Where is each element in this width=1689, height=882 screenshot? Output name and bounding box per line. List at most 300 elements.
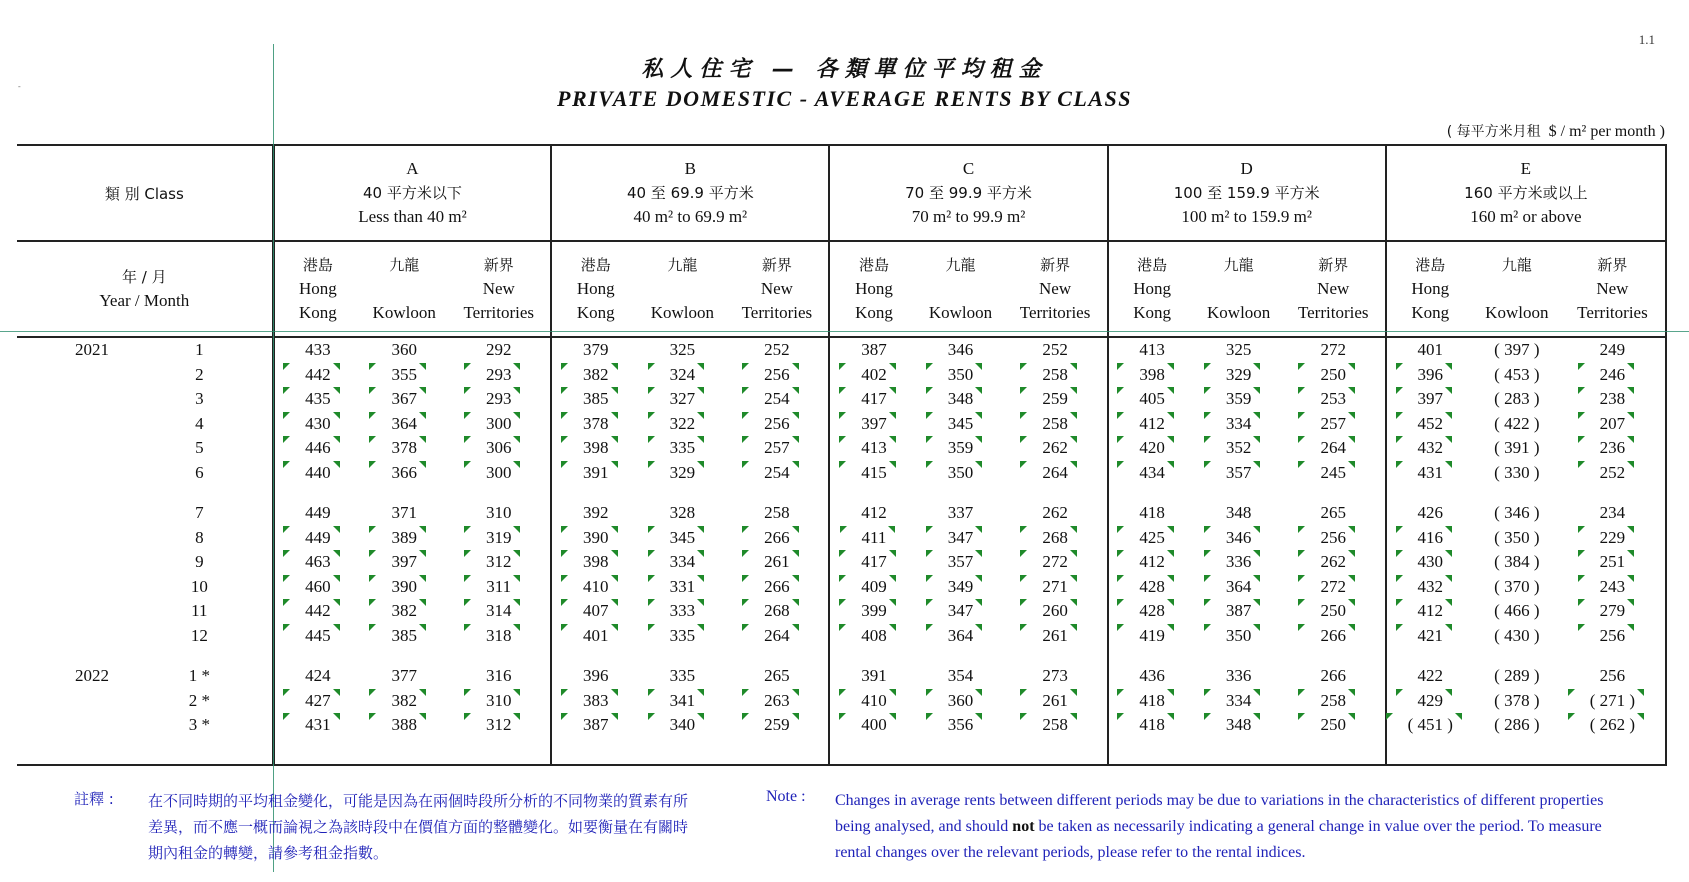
rent-value: 348 — [1226, 713, 1252, 738]
rent-cell — [447, 550, 551, 575]
district-en-line2: Territories — [1019, 303, 1091, 322]
class-e-zh: 160 平方米或以上 — [1464, 184, 1588, 202]
rent-cell — [361, 664, 447, 689]
rent-cell — [1474, 436, 1560, 461]
rent-value: 360 — [948, 689, 974, 714]
rent-cell — [1474, 526, 1560, 551]
year-cell — [17, 501, 127, 526]
rent-cell — [917, 363, 1003, 388]
rent-cell — [273, 624, 361, 649]
title-chinese: 私人住宅 — 各類單位平均租金 — [641, 57, 1048, 82]
rent-value: 336 — [1225, 666, 1252, 685]
rent-value: ( 391 ) — [1494, 438, 1540, 457]
rent-cell — [639, 363, 725, 388]
rent-value: 328 — [669, 503, 696, 522]
rent-cell — [447, 713, 551, 738]
rent-value: 422 — [1417, 666, 1444, 685]
rent-value: 245 — [1320, 461, 1346, 486]
district-zh: 九龍 — [667, 256, 698, 274]
rent-value: 387 — [861, 340, 887, 359]
rent-cell — [1108, 526, 1196, 551]
rent-cell — [725, 713, 829, 738]
district-header — [1196, 241, 1282, 337]
rent-cell — [361, 337, 447, 363]
class-a-en: Less than 40 m² — [358, 207, 467, 226]
rent-cell — [725, 461, 829, 486]
rent-value: 346 — [1226, 526, 1252, 551]
rent-value: ( 350 ) — [1494, 527, 1540, 547]
rent-value: 265 — [1320, 503, 1346, 522]
rent-value: ( 422 ) — [1494, 413, 1540, 433]
rent-cell — [447, 363, 551, 388]
rent-cell — [551, 689, 639, 714]
rent-value: 410 — [861, 689, 887, 714]
month-cell: 10 — [127, 575, 273, 600]
rent-value: 348 — [948, 387, 974, 412]
rent-value: 271 — [1042, 575, 1068, 600]
district-header — [1560, 241, 1666, 337]
rent-cell — [1108, 713, 1196, 738]
rent-value: 421 — [1418, 624, 1444, 649]
district-en-line2: Kong — [299, 303, 337, 322]
rent-value: 250 — [1320, 363, 1346, 388]
rent-value: 436 — [1139, 666, 1165, 685]
rent-value: 396 — [1418, 363, 1444, 388]
rent-value: 430 — [305, 412, 331, 437]
class-label: 類 別 Class — [104, 184, 184, 203]
district-en-line1: New — [1596, 279, 1629, 298]
rent-cell — [1560, 689, 1666, 714]
rent-cell — [725, 575, 829, 600]
rent-value: 427 — [305, 689, 331, 714]
rent-cell — [1108, 412, 1196, 437]
rent-value: 392 — [583, 503, 609, 522]
district-en-line2: Kowloon — [372, 303, 436, 322]
district-en-line2: Kong — [1411, 303, 1450, 322]
rent-cell — [917, 713, 1003, 738]
table-row — [17, 624, 1666, 649]
year-cell — [17, 624, 127, 649]
rent-cell — [639, 575, 725, 600]
rent-value: 391 — [861, 666, 887, 685]
rent-value: 327 — [670, 387, 696, 412]
class-b-zh: 40 至 69.9 平方米 — [626, 184, 754, 202]
district-en-line2: Kowloon — [650, 303, 714, 322]
rent-value: 398 — [583, 436, 609, 461]
year-cell — [17, 387, 127, 412]
rent-cell — [551, 412, 639, 437]
rent-cell — [1560, 550, 1666, 575]
class-d-en: 100 m² to 159.9 m² — [1181, 207, 1312, 226]
rent-value: 352 — [1226, 436, 1252, 461]
rent-cell — [1474, 461, 1560, 486]
table-row — [17, 337, 1666, 363]
district-en-line1: New — [1317, 279, 1350, 298]
rent-cell — [1004, 461, 1108, 486]
rent-value: 413 — [861, 436, 887, 461]
rent-cell — [1108, 550, 1196, 575]
district-header — [725, 241, 829, 337]
rent-value: 408 — [861, 624, 887, 649]
rent-value: 306 — [486, 436, 512, 461]
rent-value: 251 — [1600, 550, 1626, 575]
rent-cell — [1474, 599, 1560, 624]
rent-cell — [1196, 599, 1282, 624]
district-zh: 港島 — [1137, 256, 1168, 274]
rent-cell — [1108, 599, 1196, 624]
rent-value: 347 — [948, 599, 974, 624]
rent-cell — [1474, 575, 1560, 600]
table-row — [17, 526, 1666, 551]
rent-value: 399 — [861, 599, 887, 624]
rent-value: 432 — [1418, 436, 1444, 461]
rent-value: 250 — [1320, 599, 1346, 624]
rent-cell — [1386, 412, 1474, 437]
district-zh: 港島 — [580, 256, 611, 274]
rent-cell — [829, 689, 917, 714]
month-cell: 2 * — [127, 689, 273, 714]
rent-cell — [917, 689, 1003, 714]
rent-value: 357 — [948, 550, 974, 575]
year-cell — [17, 412, 127, 437]
rent-cell — [639, 337, 725, 363]
class-d-header — [1108, 145, 1386, 241]
rent-cell — [1282, 436, 1386, 461]
rent-cell — [1004, 624, 1108, 649]
rent-cell — [361, 436, 447, 461]
district-en-line1: Hong — [576, 279, 615, 298]
table-row — [17, 412, 1666, 437]
rent-cell — [917, 501, 1003, 526]
district-header — [829, 241, 917, 337]
note-en-text — [835, 788, 1635, 866]
year-month-header — [17, 241, 273, 337]
rent-cell — [725, 337, 829, 363]
month-cell: 1 * — [127, 664, 273, 689]
district-zh: 新界 — [483, 256, 514, 274]
rent-value: ( 346 ) — [1494, 503, 1540, 522]
rent-cell — [1474, 624, 1560, 649]
rent-value: 318 — [486, 624, 512, 649]
rent-value: 350 — [948, 363, 974, 388]
rent-value: 252 — [764, 340, 790, 359]
rent-value: 256 — [1600, 624, 1626, 649]
rent-cell — [1282, 461, 1386, 486]
rent-cell — [1196, 337, 1282, 363]
rent-value: 463 — [305, 550, 331, 575]
rent-cell — [1386, 436, 1474, 461]
rent-cell — [1474, 337, 1560, 363]
rent-cell — [1474, 689, 1560, 714]
rent-value: 236 — [1600, 436, 1626, 461]
rent-value: 322 — [670, 412, 696, 437]
district-header — [273, 241, 361, 337]
rent-cell — [361, 599, 447, 624]
rent-value: 252 — [1600, 461, 1626, 486]
rent-cell — [447, 436, 551, 461]
rent-value: ( 289 ) — [1494, 666, 1540, 685]
rent-cell — [639, 624, 725, 649]
rent-cell — [1108, 664, 1196, 689]
district-en-line2: Kong — [855, 303, 893, 322]
rent-cell — [725, 550, 829, 575]
rent-cell — [1386, 501, 1474, 526]
rent-value: 262 — [1042, 503, 1068, 522]
rent-value: 262 — [1042, 436, 1068, 461]
rent-value: 442 — [305, 599, 331, 624]
rent-cell — [639, 599, 725, 624]
rent-cell — [1196, 550, 1282, 575]
rent-cell — [551, 550, 639, 575]
district-en-line1: New — [1039, 279, 1072, 298]
note-en-part2: be taken as necessarily indicating a general change in value over the period. To measure rental changes over the relevant periods, please refer to the rental indices. — [835, 818, 1602, 861]
class-d-letter: D — [1240, 159, 1253, 178]
unit-prefix: ( 每平方米月租 — [1446, 124, 1541, 140]
rent-cell — [273, 501, 361, 526]
district-zh: 新界 — [761, 256, 792, 274]
rent-value: 377 — [391, 666, 417, 685]
rent-cell — [1108, 689, 1196, 714]
rent-cell — [447, 575, 551, 600]
class-c-header — [829, 145, 1107, 241]
rent-value: 292 — [485, 340, 512, 359]
rent-cell — [1474, 550, 1560, 575]
rent-cell — [639, 713, 725, 738]
rent-value: 428 — [1139, 575, 1165, 600]
guide-line-vertical — [273, 44, 274, 872]
rent-cell — [1386, 664, 1474, 689]
month-cell: 4 — [127, 412, 273, 437]
rent-value: 234 — [1599, 503, 1626, 522]
district-header — [1474, 241, 1560, 337]
rent-value: 260 — [1042, 599, 1068, 624]
rent-cell — [361, 363, 447, 388]
rent-cell — [1196, 461, 1282, 486]
rent-cell — [447, 599, 551, 624]
rent-value: 418 — [1139, 503, 1165, 522]
rent-value: 379 — [583, 340, 609, 359]
rent-cell — [1386, 363, 1474, 388]
rent-value: 249 — [1599, 340, 1626, 359]
rent-value: 429 — [1418, 689, 1444, 714]
rent-cell — [1560, 412, 1666, 437]
rent-cell — [725, 624, 829, 649]
spacer-row — [17, 738, 1666, 765]
district-zh: 新界 — [1318, 256, 1349, 274]
rent-cell — [829, 412, 917, 437]
rent-value: 256 — [1320, 526, 1346, 551]
rent-cell — [1196, 387, 1282, 412]
class-e-letter: E — [1520, 159, 1532, 178]
rent-value: 378 — [391, 436, 417, 461]
rent-value: 335 — [670, 436, 696, 461]
note-en-label: Note : — [766, 788, 806, 805]
rent-cell — [917, 624, 1003, 649]
rent-value: 407 — [583, 599, 609, 624]
rent-cell — [1196, 363, 1282, 388]
note-zh-label: 註釋 : — [74, 790, 114, 808]
rent-cell — [1196, 501, 1282, 526]
district-header — [551, 241, 639, 337]
month-cell: 12 — [127, 624, 273, 649]
rent-value: 349 — [948, 575, 974, 600]
district-header — [447, 241, 551, 337]
month-cell: 11 — [127, 599, 273, 624]
rent-cell — [447, 624, 551, 649]
class-e-header — [1386, 145, 1666, 241]
rent-value: 259 — [1042, 387, 1068, 412]
rent-cell — [1196, 436, 1282, 461]
rent-cell — [1004, 575, 1108, 600]
rent-value: 325 — [1225, 340, 1252, 359]
rent-value: 397 — [861, 412, 887, 437]
rent-cell — [273, 575, 361, 600]
rent-cell — [725, 599, 829, 624]
rent-value: 445 — [305, 624, 331, 649]
rent-cell — [1560, 624, 1666, 649]
rent-value: 449 — [305, 526, 331, 551]
rent-value: 272 — [1320, 575, 1346, 600]
rent-value: 264 — [1320, 436, 1346, 461]
rent-cell — [1004, 412, 1108, 437]
rent-cell — [1386, 575, 1474, 600]
rent-cell — [917, 412, 1003, 437]
rent-value: 446 — [305, 436, 331, 461]
rent-value: 272 — [1320, 340, 1346, 359]
rent-value: 415 — [861, 461, 887, 486]
rent-cell — [1004, 363, 1108, 388]
rent-cell — [1386, 689, 1474, 714]
rent-value: 402 — [861, 363, 887, 388]
rent-cell — [1108, 624, 1196, 649]
rent-value: 385 — [583, 387, 609, 412]
rent-value: 312 — [486, 713, 512, 738]
rent-cell — [829, 436, 917, 461]
district-en-line1 — [1474, 277, 1560, 301]
district-en-line1: Hong — [299, 279, 337, 298]
year-month-en: Year / Month — [99, 291, 190, 310]
rent-cell — [361, 689, 447, 714]
rent-cell — [1474, 664, 1560, 689]
rent-cell — [1004, 689, 1108, 714]
district-en-line2: Kowloon — [928, 303, 993, 322]
district-en-line2: Territories — [1297, 303, 1369, 322]
rent-value: 334 — [1226, 412, 1252, 437]
rent-cell — [273, 526, 361, 551]
rent-cell — [1108, 575, 1196, 600]
rent-cell — [447, 526, 551, 551]
table-row — [17, 713, 1666, 738]
rent-cell — [639, 689, 725, 714]
rent-cell — [361, 387, 447, 412]
rent-value: 333 — [670, 599, 696, 624]
rent-cell — [1196, 689, 1282, 714]
rent-value: 310 — [485, 503, 512, 522]
district-header — [917, 241, 1003, 337]
rent-cell — [829, 664, 917, 689]
rent-value: 356 — [948, 713, 974, 738]
rent-value: 266 — [764, 526, 790, 551]
rent-cell — [829, 501, 917, 526]
table-row — [17, 599, 1666, 624]
rent-cell — [1474, 501, 1560, 526]
rent-cell — [829, 713, 917, 738]
rent-cell — [1108, 387, 1196, 412]
district-en-line1: Hong — [1133, 279, 1172, 298]
rent-value: 398 — [583, 550, 609, 575]
rent-cell — [273, 713, 361, 738]
rent-cell — [361, 412, 447, 437]
rent-value: 440 — [305, 461, 331, 486]
rent-cell — [639, 501, 725, 526]
rent-cell — [551, 599, 639, 624]
rent-cell — [917, 526, 1003, 551]
rent-cell — [829, 387, 917, 412]
rent-value: 273 — [1042, 666, 1068, 685]
class-b-letter: B — [684, 159, 697, 178]
month-cell: 6 — [127, 461, 273, 486]
rent-value: 246 — [1600, 363, 1626, 388]
rent-value: 431 — [1418, 461, 1444, 486]
rent-cell — [361, 501, 447, 526]
title-english: PRIVATE DOMESTIC - AVERAGE RENTS BY CLASS — [557, 86, 1132, 111]
district-en-line2: Kong — [576, 303, 615, 322]
rent-cell — [917, 664, 1003, 689]
rent-value: 383 — [583, 689, 609, 714]
rent-cell — [551, 436, 639, 461]
rent-cell — [273, 550, 361, 575]
rent-cell — [725, 501, 829, 526]
rent-cell — [1386, 387, 1474, 412]
rent-cell — [361, 575, 447, 600]
rent-cell — [361, 713, 447, 738]
rent-cell — [1282, 501, 1386, 526]
rent-cell — [551, 363, 639, 388]
rent-value: 382 — [391, 689, 417, 714]
rent-cell — [551, 526, 639, 551]
class-d-zh: 100 至 159.9 平方米 — [1173, 184, 1320, 202]
rent-cell — [1004, 337, 1108, 363]
rent-value: 340 — [670, 713, 696, 738]
class-b-header — [551, 145, 829, 241]
rent-cell — [917, 337, 1003, 363]
rent-value: 258 — [764, 503, 790, 522]
year-month-zh: 年 / 月 — [122, 268, 167, 286]
table-row — [17, 501, 1666, 526]
rent-cell — [639, 387, 725, 412]
rent-cell — [1282, 337, 1386, 363]
rent-cell — [1282, 664, 1386, 689]
rent-value: 431 — [305, 713, 331, 738]
rent-value: 412 — [1139, 550, 1165, 575]
rent-cell — [1560, 387, 1666, 412]
rent-value: 364 — [948, 624, 974, 649]
rent-value: 272 — [1042, 550, 1068, 575]
rent-value: ( 451 ) — [1408, 713, 1453, 738]
rent-cell — [1386, 624, 1474, 649]
rent-cell — [917, 461, 1003, 486]
rent-cell — [1108, 363, 1196, 388]
rent-value: 334 — [1226, 689, 1252, 714]
rent-value: 430 — [1418, 550, 1444, 575]
rent-value: 266 — [1320, 666, 1346, 685]
rent-cell — [1196, 713, 1282, 738]
rent-value: 207 — [1600, 412, 1626, 437]
rent-value: 293 — [486, 387, 512, 412]
rent-value: 261 — [1042, 689, 1068, 714]
district-header — [639, 241, 725, 337]
year-cell — [17, 689, 127, 714]
